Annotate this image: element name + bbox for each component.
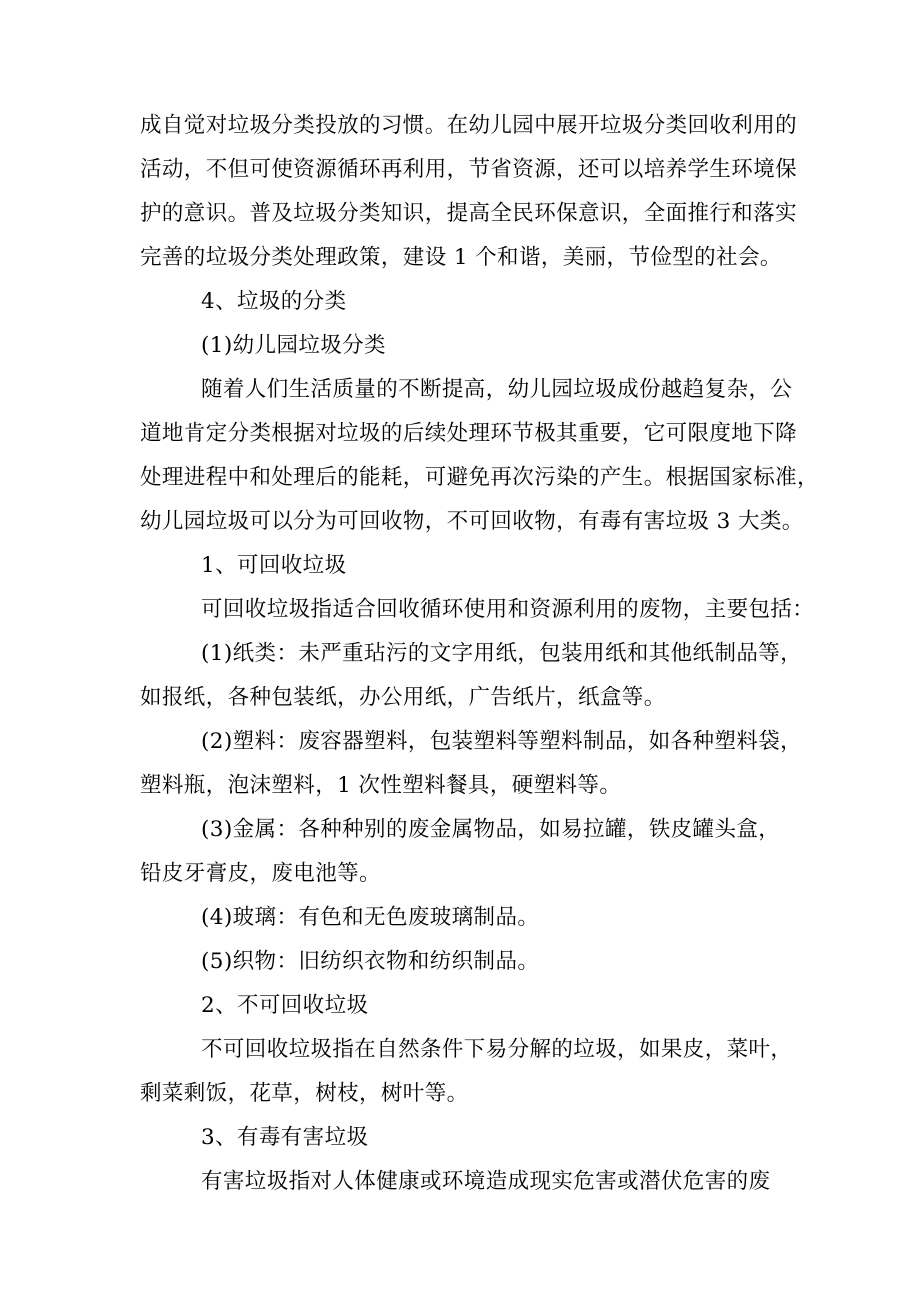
paragraph-line: 随着人们生活质量的不断提高，幼儿园垃圾成份越趋复杂，公	[201, 377, 793, 402]
paragraph-line: 不可回收垃圾指在自然条件下易分解的垃圾，如果皮，菜叶，	[201, 1037, 793, 1062]
list-item-continuation: 铅皮牙膏皮，废电池等。	[140, 861, 381, 886]
list-item: (2)塑料：废容器塑料，包装塑料等塑料制品，如各种塑料袋，	[201, 729, 803, 754]
paragraph-line: 道地肯定分类根据对垃圾的后续处理环节极其重要，它可限度地下降	[140, 421, 798, 446]
list-item: (4)玻璃：有色和无色废玻璃制品。	[201, 905, 540, 930]
paragraph-line: 成自觉对垃圾分类投放的习惯。在幼儿园中展开垃圾分类回收利用的	[140, 113, 798, 138]
list-item: (5)织物：旧纺织衣物和纺织制品。	[201, 949, 540, 974]
section-heading: 2、不可回收垃圾	[201, 993, 369, 1018]
paragraph-line: 剩菜剩饭，花草，树枝，树叶等。	[140, 1081, 469, 1106]
section-heading: 1、可回收垃圾	[201, 553, 347, 578]
section-heading: 4、垃圾的分类	[201, 289, 347, 314]
list-item-continuation: 塑料瓶，泡沫塑料，1 次性塑料餐具，硬塑料等。	[140, 773, 622, 798]
paragraph-line: 活动，不但可使资源循环再利用，节省资源，还可以培养学生环境保	[140, 157, 798, 182]
paragraph-line: 完善的垃圾分类处理政策，建设 1 个和谐，美丽，节俭型的社会。	[140, 245, 782, 270]
paragraph-line: 可回收垃圾指适合回收循环使用和资源利用的废物，主要包括：	[201, 597, 815, 622]
list-item: (3)金属：各种种别的废金属物品，如易拉罐，铁皮罐头盒，	[201, 817, 781, 842]
list-item: (1)纸类：未严重玷污的文字用纸，包装用纸和其他纸制品等，	[201, 641, 803, 666]
paragraph-line: 处理进程中和处理后的能耗，可避免再次污染的产生。根据国家标准，	[140, 465, 819, 490]
subsection-heading: (1)幼儿园垃圾分类	[201, 333, 386, 358]
paragraph-line: 护的意识。普及垃圾分类知识，提高全民环保意识，全面推行和落实	[140, 201, 798, 226]
paragraph-line: 有害垃圾指对人体健康或环境造成现实危害或潜伏危害的废	[201, 1169, 771, 1194]
paragraph-line: 幼儿园垃圾可以分为可回收物，不可回收物，有毒有害垃圾 3 大类。	[140, 509, 804, 534]
section-heading: 3、有毒有害垃圾	[201, 1125, 369, 1150]
list-item-continuation: 如报纸，各种包装纸，办公用纸，广告纸片，纸盒等。	[140, 685, 666, 710]
